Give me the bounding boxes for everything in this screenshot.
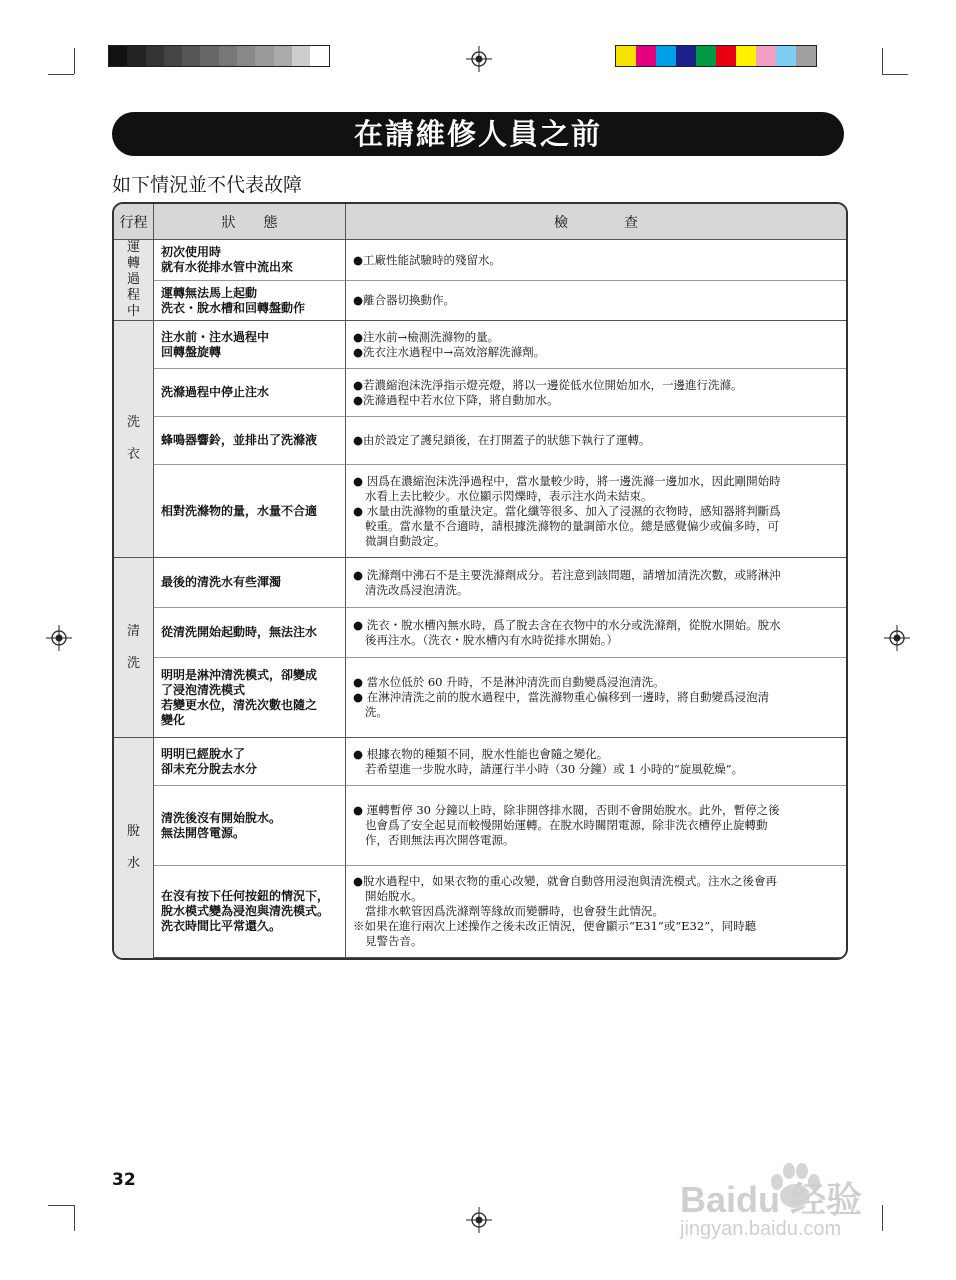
state-text: 最後的清洗水有些渾濁 — [161, 575, 282, 589]
color-swatch — [796, 46, 816, 66]
gray-swatch — [237, 46, 255, 66]
check-text: ●洗滌過程中若水位下降，將自動加水。 — [353, 392, 559, 407]
watermark-logo-text: Baidu 经验 — [680, 1179, 863, 1220]
gray-swatch — [292, 46, 310, 66]
registration-mark-icon — [46, 625, 72, 651]
crop-mark — [882, 48, 883, 74]
table-row — [114, 738, 846, 786]
state-cell — [154, 608, 346, 658]
stage-cell — [114, 240, 154, 321]
crop-mark — [48, 74, 74, 75]
stage-cell — [114, 558, 154, 738]
state-text: 卻未充分脫去水分 — [161, 761, 258, 776]
table-row — [114, 465, 846, 558]
check-text: 若希望進一步脫水時，請運行半小時（30 分鐘）或 1 小時的“旋風乾燥”。 — [365, 761, 744, 776]
check-text: 清洗改爲浸泡清洗。 — [365, 582, 469, 597]
check-text: ● 因爲在濃縮泡沫洗淨過程中，當水量較少時，將一邊洗滌一邊加水，因此剛開始時 — [353, 473, 781, 488]
state-text: 從清洗開始起動時，無法注水 — [161, 625, 318, 639]
state-text: 明明已經脫水了 — [161, 746, 246, 761]
stage-label: 清洗 — [126, 623, 140, 671]
watermark-url: jingyan.baidu.com — [680, 1218, 842, 1240]
state-cell — [154, 240, 346, 281]
page-number: 32 — [112, 1170, 136, 1190]
color-swatch — [716, 46, 736, 66]
color-swatch — [676, 46, 696, 66]
check-text: ●注水前→檢測洗滌物的量。 — [353, 329, 500, 344]
state-text: 回轉盤旋轉 — [161, 344, 222, 359]
table-row — [114, 558, 846, 608]
section-subtitle: 如下情況並不代表故障 — [112, 174, 303, 196]
check-cell — [346, 608, 846, 658]
table-row — [114, 786, 846, 866]
check-text: ● 根據衣物的種類不同，脫水性能也會隨之變化。 — [353, 746, 609, 761]
troubleshooting-table — [112, 202, 848, 960]
state-cell — [154, 738, 346, 786]
check-text: ●洗衣注水過程中→高效溶解洗滌劑。 — [353, 344, 546, 359]
table-row — [114, 281, 846, 321]
table-body — [114, 240, 846, 958]
gray-swatch — [127, 46, 145, 66]
gray-swatch — [146, 46, 164, 66]
check-text: ●若濃縮泡沫洗淨指示燈亮燈，將以一邊從低水位開始加水，一邊進行洗滌。 — [353, 377, 743, 392]
check-text: ● 洗衣・脫水槽內無水時，爲了脫去含在衣物中的水分或洗滌劑，從脫水開始。脫水 — [353, 617, 781, 632]
state-text: 洗衣時間比平常還久。 — [161, 919, 282, 933]
registration-mark-icon — [884, 625, 910, 651]
state-text: 注水前・注水過程中 — [161, 329, 270, 344]
check-text: 也會爲了安全起見而較慢開始運轉。在脫水時關閉電源，除非洗衣槽停止旋轉動 — [365, 818, 768, 832]
state-cell — [154, 866, 346, 958]
check-text: 見警告音。 — [365, 934, 423, 948]
check-cell — [346, 866, 846, 958]
check-text: 開始脫水。 — [365, 889, 423, 903]
gray-swatch — [310, 46, 328, 66]
state-text: 變化 — [161, 712, 186, 727]
state-text: 就有水從排水管中流出來 — [161, 260, 294, 275]
check-text: ● 洗滌劑中沸石不是主要洗滌劑成分。若注意到該問題，請增加清洗次數，或將淋沖 — [353, 567, 781, 582]
check-cell — [346, 240, 846, 281]
check-cell — [346, 417, 846, 465]
check-text: 微調自動設定。 — [365, 533, 446, 548]
grayscale-calibration-strip — [108, 45, 330, 67]
gray-swatch — [182, 46, 200, 66]
state-text: 初次使用時 — [161, 245, 222, 260]
state-text: 相對洗滌物的量，水量不合適 — [161, 503, 318, 518]
column-header-state: 狀 態 — [154, 204, 346, 240]
gray-swatch — [164, 46, 182, 66]
table-row — [114, 866, 846, 958]
page-title: 在請維修人員之前 — [112, 112, 844, 156]
state-text: 脫水模式變為浸泡與清洗模式。 — [161, 904, 330, 918]
check-text: ●脫水過程中，如果衣物的重心改變，就會自動啓用浸泡與清洗模式。注水之後會再 — [353, 874, 778, 888]
stage-cell — [114, 738, 154, 958]
color-swatch — [756, 46, 776, 66]
state-text: 蜂鳴器響鈴，並排出了洗滌液 — [161, 433, 318, 447]
state-text: 若變更水位，清洗次數也隨之 — [161, 697, 318, 712]
crop-mark — [48, 1205, 74, 1206]
check-cell — [346, 369, 846, 417]
state-text: 洗滌過程中停止注水 — [161, 385, 270, 399]
state-text: 清洗後沒有開始脫水。 — [161, 810, 282, 825]
state-cell — [154, 558, 346, 608]
gray-swatch — [219, 46, 237, 66]
check-cell — [346, 281, 846, 321]
check-text: 較重。當水量不合適時，請根據洗滌物的量調節水位。總是感覺偏少或偏多時，可 — [365, 518, 779, 533]
table-row — [114, 608, 846, 658]
gray-swatch — [200, 46, 218, 66]
gray-swatch — [255, 46, 273, 66]
color-swatch — [636, 46, 656, 66]
check-text: ●由於設定了護兒鎖後，在打開蓋子的狀態下執行了運轉。 — [353, 433, 651, 447]
check-cell — [346, 465, 846, 558]
color-swatch — [736, 46, 756, 66]
state-cell — [154, 281, 346, 321]
check-text: 後再注水。（洗衣・脫水槽內有水時從排水開始。） — [365, 632, 618, 647]
gray-swatch — [274, 46, 292, 66]
stage-label: 洗衣 — [126, 415, 140, 462]
check-text: 當排水軟管因爲洗滌劑等緣故而變髒時，也會發生此情況。 — [365, 904, 664, 918]
check-text: ● 在淋沖清洗之前的脫水過程中，當洗滌物重心偏移到一邊時，將自動變爲浸泡清 — [353, 690, 770, 704]
check-text: ※如果在進行兩次上述操作之後未改正情況，便會顯示“E31”或“E32”，同時聽 — [353, 919, 757, 933]
color-swatch — [616, 46, 636, 66]
check-text: ● 水量由洗滌物的重量決定。當化纖等很多、加入了浸濕的衣物時，感知器將判斷爲 — [353, 503, 781, 518]
color-swatch — [776, 46, 796, 66]
state-cell — [154, 465, 346, 558]
gray-swatch — [109, 46, 127, 66]
state-text: 在沒有按下任何按鈕的情況下， — [161, 889, 330, 903]
table-row — [114, 240, 846, 281]
state-cell — [154, 369, 346, 417]
check-text: 洗。 — [365, 705, 388, 719]
state-cell — [154, 417, 346, 465]
check-text: ● 當水位低於 60 升時，不是淋沖清洗而自動變爲浸泡清洗。 — [353, 675, 665, 689]
color-swatch — [696, 46, 716, 66]
column-header-stage: 行程 — [114, 204, 154, 240]
baidu-watermark — [680, 1160, 910, 1245]
check-cell — [346, 558, 846, 608]
check-cell — [346, 321, 846, 369]
table-header-row — [114, 204, 846, 240]
check-text: ●離合器切換動作。 — [353, 293, 456, 308]
state-text: 洗衣・脫水槽和回轉盤動作 — [161, 300, 306, 315]
registration-mark-icon — [466, 1207, 492, 1233]
state-text: 明明是淋沖清洗模式，卻變成 — [161, 667, 318, 682]
check-text: ● 運轉暫停 30 分鐘以上時，除非開啓排水閥，否則不會開始脫水。此外，暫停之後 — [353, 803, 780, 817]
registration-mark-icon — [466, 46, 492, 72]
table-row — [114, 417, 846, 465]
state-text: 運轉無法馬上起動 — [161, 285, 258, 300]
check-text: ●工廠性能試驗時的殘留水。 — [353, 252, 502, 267]
stage-label: 脫水 — [126, 824, 140, 871]
crop-mark — [74, 48, 75, 74]
state-cell — [154, 658, 346, 738]
color-swatch — [656, 46, 676, 66]
crop-mark — [74, 1205, 75, 1231]
table-row — [114, 321, 846, 369]
stage-cell — [114, 321, 154, 558]
stage-label: 運轉過程中 — [126, 240, 140, 319]
state-cell — [154, 321, 346, 369]
crop-mark — [882, 74, 908, 75]
check-text: 水看上去比較少。水位顯示閃爍時，表示注水尚未結束。 — [365, 488, 653, 503]
table-row — [114, 369, 846, 417]
check-text: 作，否則無法再次開啓電源。 — [365, 833, 515, 847]
color-calibration-strip — [615, 45, 817, 67]
state-cell — [154, 786, 346, 866]
state-text: 了浸泡清洗模式 — [161, 682, 246, 697]
check-cell — [346, 658, 846, 738]
state-text: 無法開啓電源。 — [161, 825, 246, 840]
table-row — [114, 658, 846, 738]
column-header-check: 檢 查 — [346, 204, 846, 240]
check-cell — [346, 738, 846, 786]
check-cell — [346, 786, 846, 866]
